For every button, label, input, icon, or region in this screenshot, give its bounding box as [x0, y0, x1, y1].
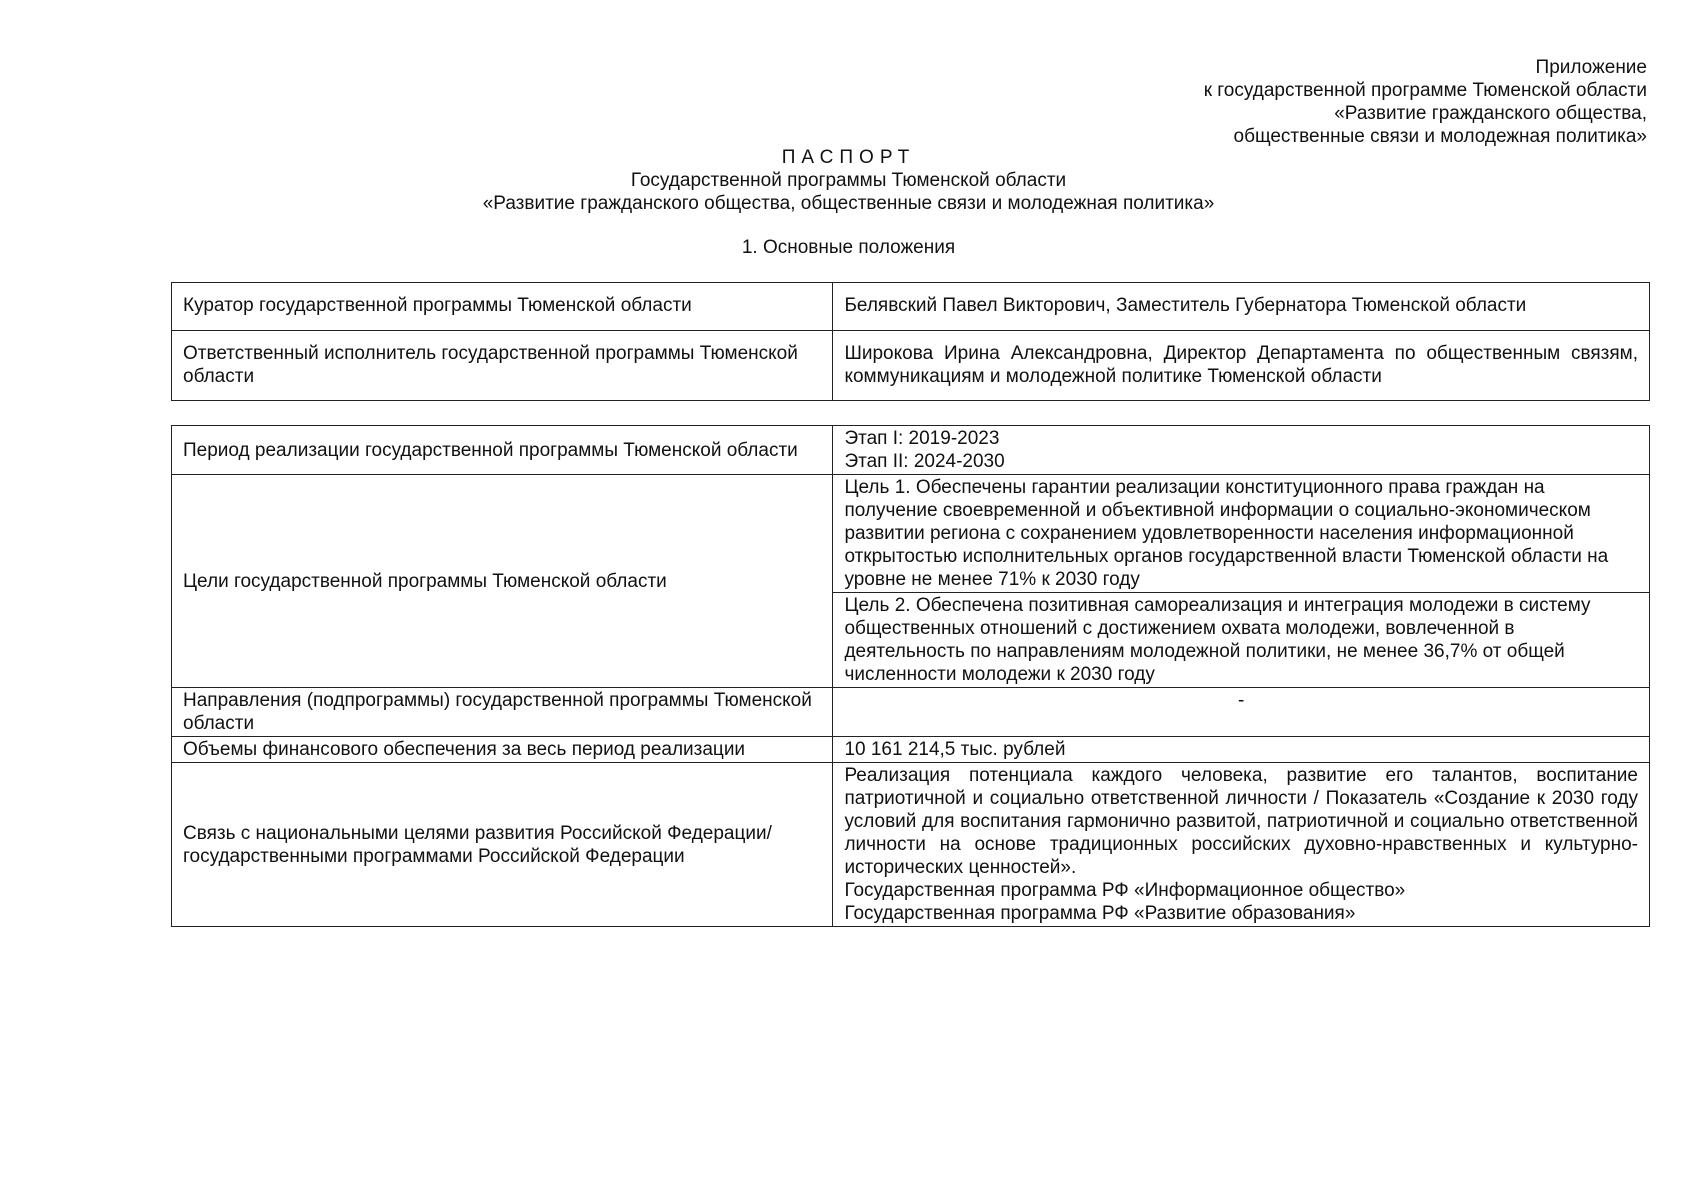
program-details-table: [171, 425, 1650, 927]
main-provisions-table: [171, 282, 1650, 401]
appendix-line-3: «Развитие гражданского общества,: [1334, 103, 1647, 124]
title-line-3: «Развитие гражданского общества, общественные связи и молодежная политика»: [482, 193, 1215, 214]
goal-2: Цель 2. Обеспечена позитивная самореализация и интеграция молодежи в систему общественных отношений с достижением охвата молодежи, вовлеченной в деятельность по направлениям молодежной политики, не менее 36,7% от общей численности молодежи к 2030 году: [833, 593, 1650, 688]
national-goals-value: [833, 763, 1650, 927]
funding-label: Объемы финансового обеспечения за весь период реализации: [172, 737, 833, 763]
period-label: Период реализации государственной программы Тюменской области: [172, 426, 833, 475]
executor-value: Широкова Ирина Александровна, Директор Департамента по общественным связям, коммуникациям и молодежной политике Тюменской области: [833, 331, 1650, 401]
curator-value: Белявский Павел Викторович, Заместитель Губернатора Тюменской области: [833, 283, 1650, 331]
stage-1: Этап I: 2019-2023: [844, 428, 1000, 449]
table-row: [172, 737, 1650, 763]
stage-2: Этап II: 2024-2030: [844, 451, 1005, 472]
goal-1: Цель 1. Обеспечены гарантии реализации конституционного права граждан на получение своевременной и объективной информации о социально-экономическом развитии региона с сохранением удовлетворенности населения информационной открытостью исполнительных органов государственной власти Тюменской области на уровне не менее 71% к 2030 году: [833, 475, 1650, 593]
table-row: [172, 331, 1650, 401]
table-row: [172, 763, 1650, 927]
national-goal-text: Реализация потенциала каждого человека, развитие его талантов, воспитание патриотичной и социально ответственной личности / Показатель «Создание к 2030 году условий для воспитания гармонично развитой, патриотичной и социально ответственной личности на основе традиционных российских духовно-нравственных и культурно-исторических ценностей».: [844, 765, 1638, 878]
appendix-line-2: к государственной программе Тюменской области: [1203, 80, 1647, 101]
table-row: [172, 475, 1650, 593]
table-row: [172, 426, 1650, 475]
period-value: [833, 426, 1650, 475]
directions-label: Направления (подпрограммы) государственной программы Тюменской области: [172, 688, 833, 737]
executor-label: Ответственный исполнитель государственной программы Тюменской области: [172, 331, 833, 401]
appendix-line-4: общественные связи и молодежная политика»: [1233, 126, 1647, 147]
national-goals-label: Связь с национальными целями развития Российской Федерации/ государственными программами Российской Федерации: [172, 763, 833, 927]
section-title: 1. Основные положения: [741, 237, 956, 258]
directions-value: -: [833, 688, 1650, 737]
goals-label: Цели государственной программы Тюменской области: [172, 475, 833, 688]
funding-value: 10 161 214,5 тыс. рублей: [833, 737, 1650, 763]
curator-label: Куратор государственной программы Тюменской области: [172, 283, 833, 331]
appendix-line-1: Приложение: [1535, 57, 1647, 78]
appendix-header: [947, 56, 1647, 148]
passport-heading: ПАСПОРТ: [781, 147, 916, 168]
table-row: [172, 688, 1650, 737]
state-program-education: Государственная программа РФ «Развитие образования»: [844, 903, 1356, 924]
document-title: [0, 146, 1697, 215]
state-program-info-society: Государственная программа РФ «Информационное общество»: [844, 880, 1406, 901]
title-line-2: Государственной программы Тюменской области: [630, 170, 1067, 191]
table-row: [172, 283, 1650, 331]
